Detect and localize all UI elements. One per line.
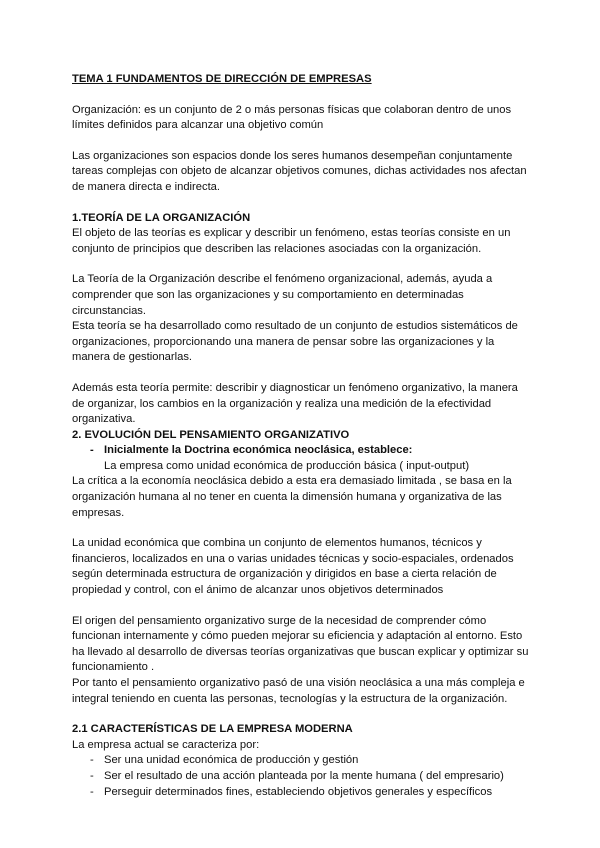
document-page (72, 72, 532, 800)
list-item: - Inicialmente la Doctrina económica neoclásica, establece: (72, 443, 532, 459)
section-2-paragraph-1: La crítica a la economía neoclásica debido a esta era demasiado limitada , se basa en la organización humana al no tener en cuenta la dimensión humana y organizativa de las empresas. (72, 475, 512, 519)
list-item: - Ser una unidad económica de producción y gestión (72, 753, 532, 769)
section-2-1-lead: La empresa actual se caracteriza por: (72, 738, 260, 751)
section-1-paragraph-2: La Teoría de la Organización describe el fenómeno organizacional, además, ayuda a comprender que son las organizaciones y su comportamiento en determinadas circunstancias. (72, 273, 493, 317)
intro-definition: Organización: es un conjunto de 2 o más personas físicas que colaboran dentro de unos límites definidos para alcanzar una objetivo común (72, 103, 512, 132)
list-item: - Ser el resultado de una acción planteada por la mente humana ( del empresario) (72, 769, 532, 785)
intro-paragraph: Las organizaciones son espacios donde los seres humanos desempeñan conjuntamente tareas complejas con objeto de alcanzar objetivos comunes, dichas actividades nos afectan de manera directa e indirecta. (72, 149, 527, 193)
document-title: TEMA 1 FUNDAMENTOS DE DIRECCIÓN DE EMPRESAS (72, 73, 372, 85)
section-1-heading: 1.TEORÍA DE LA ORGANIZACIÓN (72, 211, 251, 224)
section-1-paragraph-4: Además esta teoría permite: describir y diagnosticar un fenómeno organizativo, la manera de organizar, los cambios en la organización y realiza una medición de la efectividad organizativa. (72, 381, 518, 426)
section-2-heading: 2. EVOLUCIÓN DEL PENSAMIENTO ORGANIZATIVO (72, 428, 350, 441)
section-1-paragraph-1: El objeto de las teorías es explicar y describir un fenómeno, estas teorías consiste en un conjunto de principios que describen las relaciones asociadas con la organización. (72, 227, 511, 255)
section-2-paragraph-3: El origen del pensamiento organizativo surge de la necesidad de comprender cómo funcionan internamente y cómo pueden mejorar su eficiencia y adaptación al entorno. Esto ha llevado al desarrollo de diversas teorías organizativas que buscan explicar y optimizar su funcionamiento . (72, 614, 529, 674)
section-1-paragraph-3: Esta teoría se ha desarrollado como resultado de un conjunto de estudios sistemáticos de organizaciones, proporcionando una manera de pensar sobre las organizaciones y la manera de gestionarlas. (72, 320, 518, 364)
bullet-subtext: La empresa como unidad económica de producción básica ( input-output) (104, 459, 470, 472)
section-2-1-list (72, 753, 532, 800)
section-2-paragraph-2: La unidad económica que combina un conjunto de elementos humanos, técnicos y financieros, localizados en una o varias unidades técnicas y socio-espaciales, ordenados según determinada estructura de organización y dirigidos en base a cierta relación de propiedad y control, con el ánimo de alcanzar unos objetivos determinados (72, 537, 514, 597)
section-2-paragraph-4: Por tanto el pensamiento organizativo pasó de una visión neoclásica a una más compleja e integral teniendo en cuenta las personas, tecnologías y la estructura de la organización. (72, 677, 525, 705)
section-2-1-heading: 2.1 CARACTERÍSTICAS DE LA EMPRESA MODERNA (72, 723, 353, 736)
list-item: - Perseguir determinados fines, estableciendo objetivos generales y específicos (72, 785, 532, 801)
section-2-bullet-list (72, 443, 532, 459)
